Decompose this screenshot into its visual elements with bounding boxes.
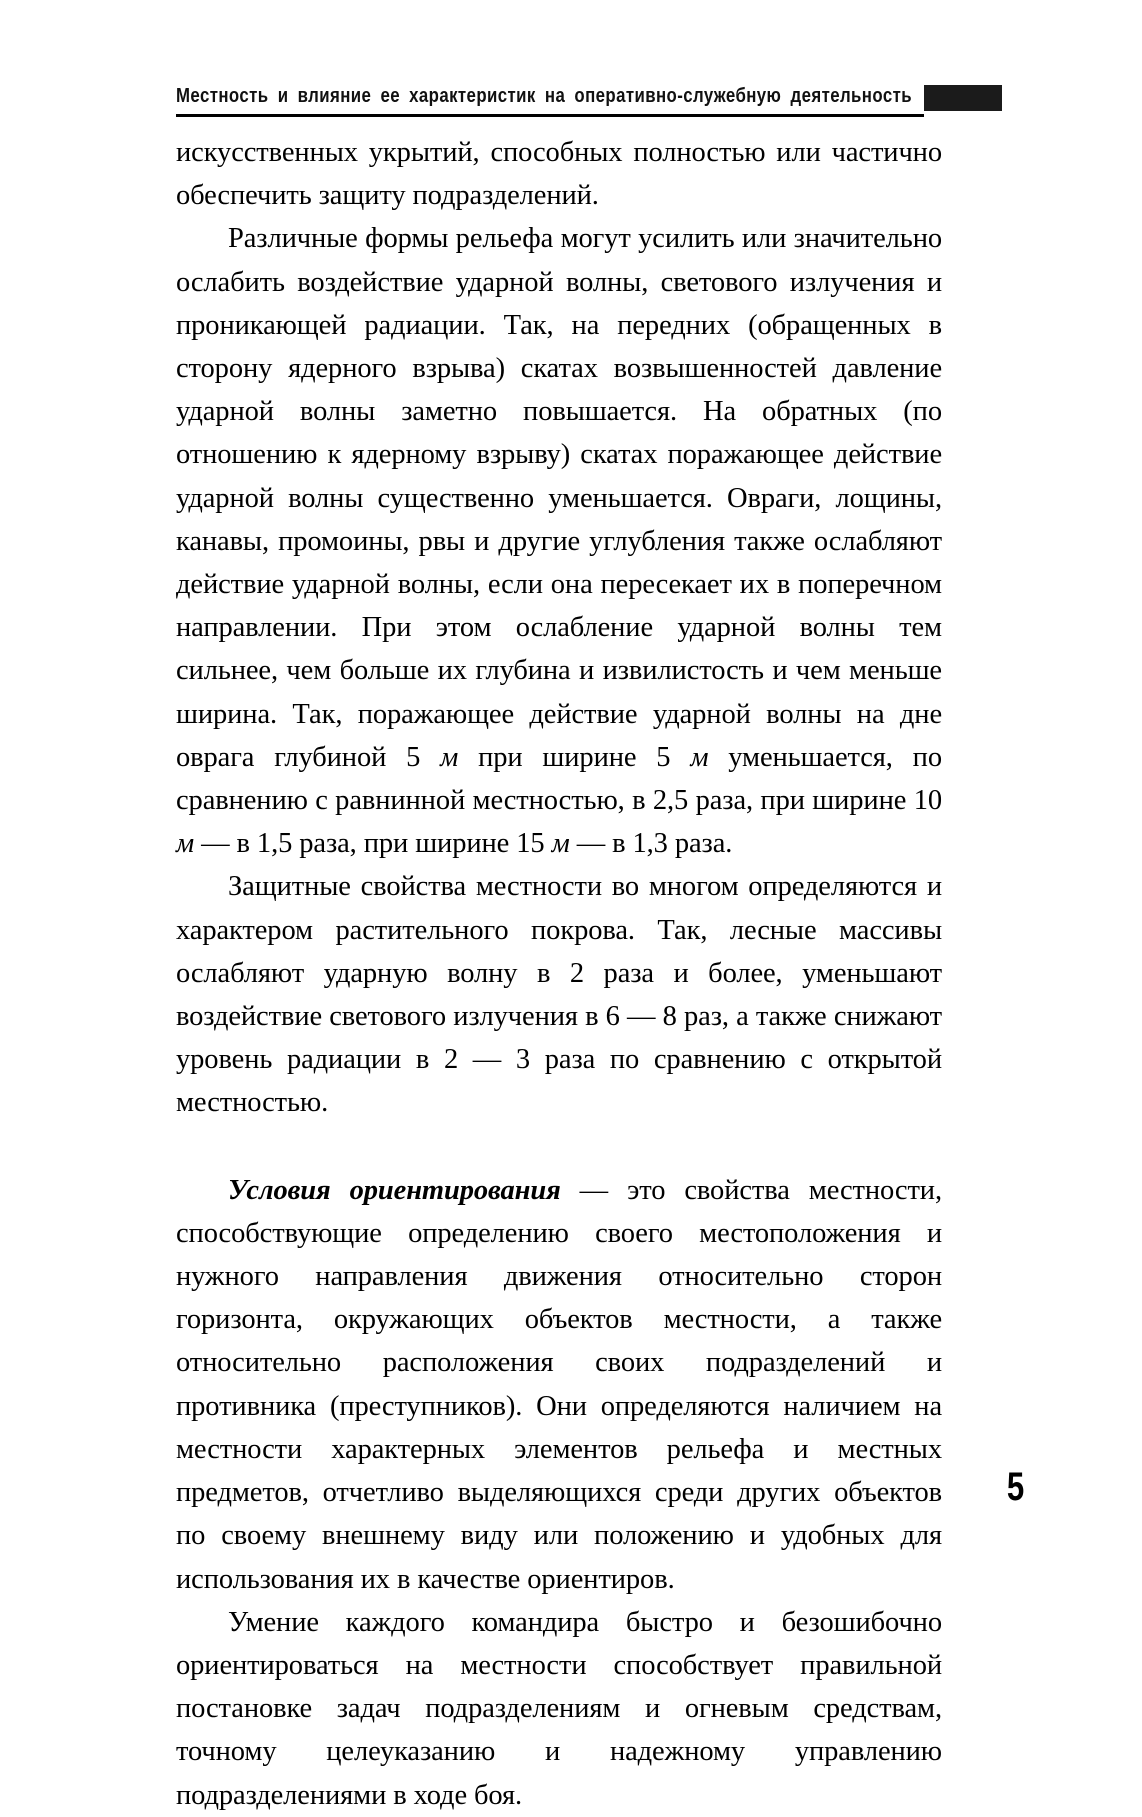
body-paragraph bbox=[176, 1169, 942, 1601]
running-head bbox=[176, 84, 1002, 118]
text-run: Различные формы рельефа могут усилить или значительно ослабить воздействие ударной волны, светового излучения и проникающей радиации. Так, на передних (обращенных в сторону ядерного взрыва) скатах возвышенностей давление ударной волны заметно повышается. На обратных (по отношению к ядерному взрыву) скатах поражающее действие ударной волны существенно уменьшается. Овраги, лощины, канавы, промоины, рвы и другие углубления также ослабляют действие ударной волны, если она пересекает их в поперечном направлении. При этом ослабление ударной волны тем сильнее, чем больше их глубина и извилистость и чем меньше ширина. Так, поражающее действие ударной волны на дне оврага глубиной 5 bbox=[176, 223, 942, 773]
italic-unit-label: м bbox=[690, 741, 709, 773]
text-run: — в 1,3 раза. bbox=[569, 828, 733, 860]
running-head-title: Местность и влияние ее характеристик на оперативно-служебную деятельность bbox=[176, 84, 912, 107]
text-run: уменьшается, по сравнению с равнинной местностью, в 2,5 раза, при ширине 10 bbox=[176, 741, 942, 817]
body-paragraph bbox=[176, 131, 942, 217]
term-emphasis: Условия ориентирования bbox=[228, 1174, 561, 1206]
body-paragraph bbox=[176, 865, 942, 1124]
text-run: Защитные свойства местности во многом определяются и характером растительного покрова. Так, лесные массивы ослабляют ударную волну в 2 раза и более, уменьшают воздействие светового излучения в 6 — 8 раз, а также снижают уровень радиации в 2 — 3 раза по сравнению с открытой местностью. bbox=[176, 871, 942, 1119]
italic-unit-label: м bbox=[551, 828, 570, 860]
body-paragraph bbox=[176, 1601, 942, 1817]
text-run: искусственных укрытий, способных полностью или частично обеспечить защиту подразделений. bbox=[176, 137, 942, 212]
text-run: — это свойства местности, способствующие определению своего местоположения и нужного направления движения относительно сторон горизонта, окружающих объектов местности, а также относительно расположения своих подразделений и противника (преступников). Они определяются наличием на местности характерных элементов рельефа и местных предметов, отчетливо выделяющихся среди других объектов по своему внешнему виду или положению и удобных для использования их в качестве ориентиров. bbox=[176, 1174, 942, 1595]
text-run: при ширине 5 bbox=[458, 741, 691, 773]
page-number: 5 bbox=[1006, 1465, 1024, 1509]
paragraph-spacer bbox=[176, 1125, 942, 1169]
body-text-column bbox=[176, 131, 942, 1817]
italic-unit-label: м bbox=[440, 741, 459, 773]
italic-unit-label: м bbox=[176, 828, 195, 860]
running-head-black-block bbox=[924, 85, 1002, 111]
text-run: — в 1,5 раза, при ширине 15 bbox=[194, 828, 552, 860]
text-run: Умение каждого командира быстро и безошибочно ориентироваться на местности способствует правильной постановке задач подразделениям и огневым средствам, точному целеуказанию и надежному управлению подразделениями в ходе боя. bbox=[176, 1606, 942, 1811]
running-head-rule bbox=[176, 114, 924, 117]
body-paragraph bbox=[176, 217, 942, 865]
